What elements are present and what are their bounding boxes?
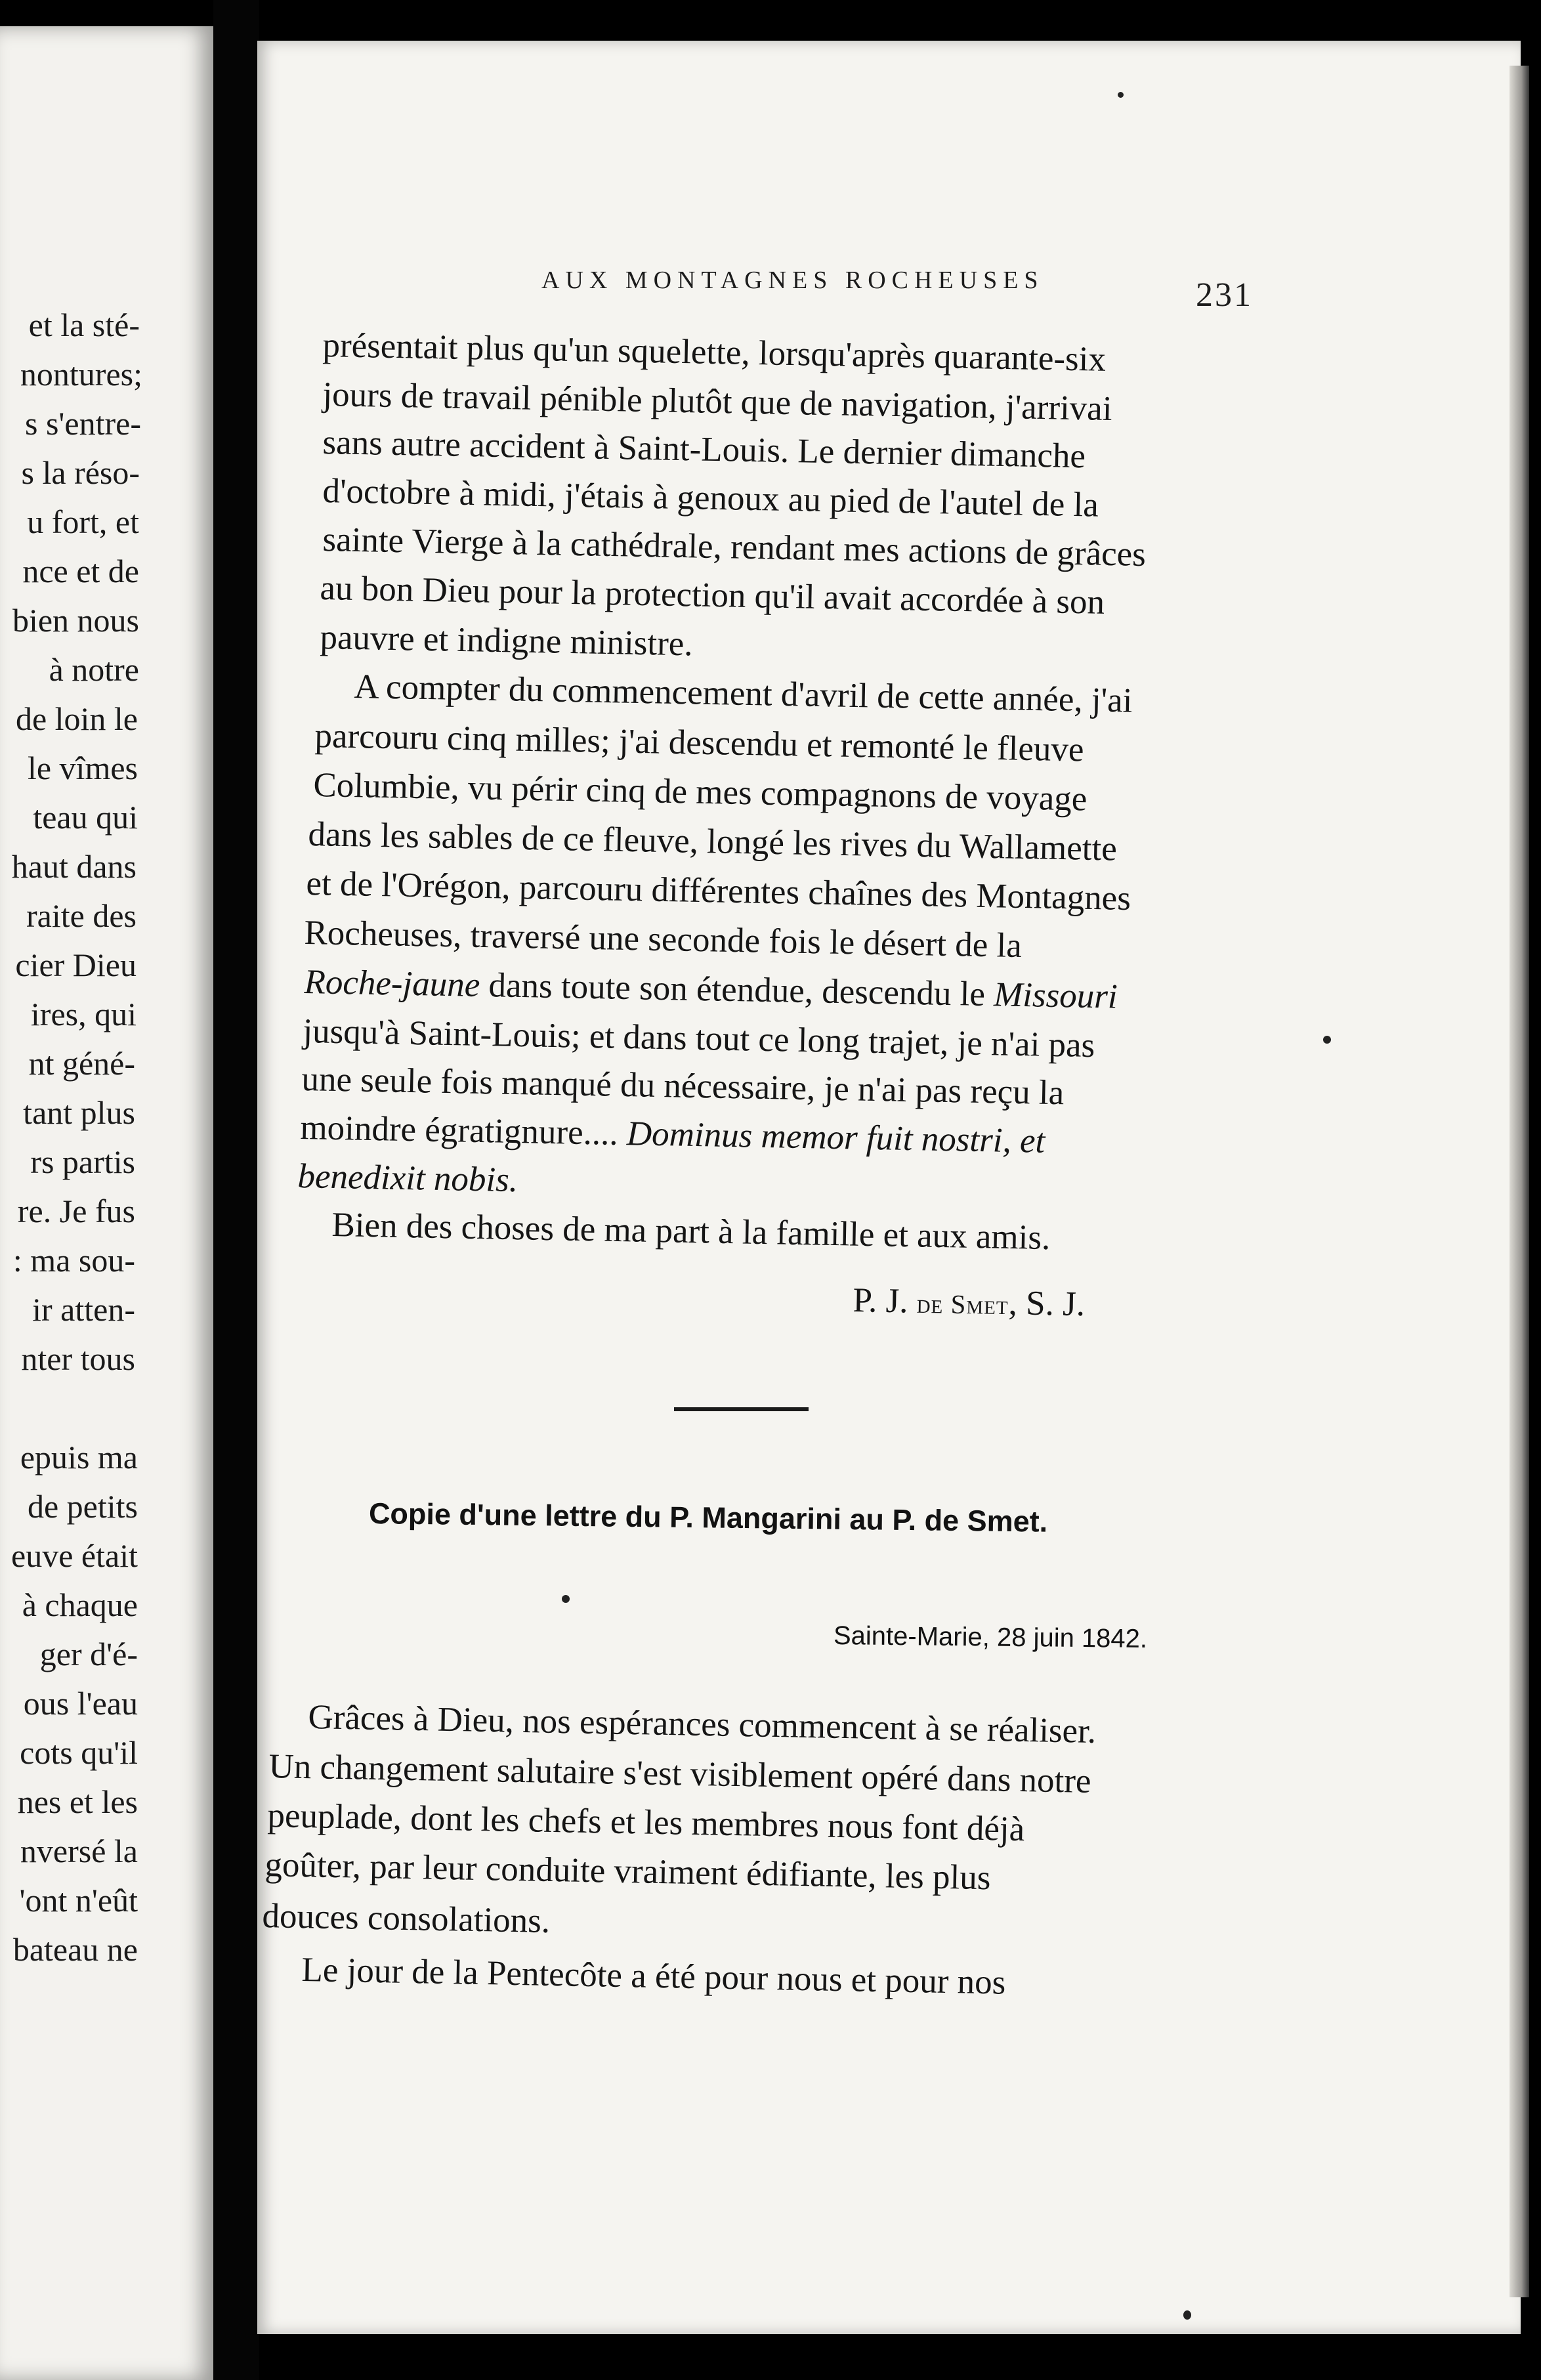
left-page-line: nontures; xyxy=(20,356,142,393)
text-segment: sainte Vierge à la cathédrale, rendant mes actions de grâces xyxy=(322,521,1147,574)
letter-line: douces consolations. xyxy=(261,1897,551,1941)
left-page-line: tant plus xyxy=(23,1094,135,1131)
left-page-line: teau qui xyxy=(33,799,138,836)
left-page-line: ir atten- xyxy=(32,1291,135,1328)
left-facing-page xyxy=(0,26,213,2380)
left-page-line: nversé la xyxy=(20,1833,138,1869)
text-segment: dans les sables de ce fleuve, longé les rives du Wallamette xyxy=(307,815,1118,868)
signature-name: de Smet xyxy=(916,1288,1009,1321)
scan-speck xyxy=(1118,92,1124,98)
text-segment: A compter du commencement d'avril de cette année, j'ai xyxy=(353,668,1133,720)
letter-line: goûter, par leur conduite vraiment édifiante, les plus xyxy=(264,1846,991,1898)
left-page-line: haut dans xyxy=(11,848,137,885)
text-segment: Rocheuses, traversé une seconde fois le désert de la xyxy=(303,914,1023,966)
left-page-line: raite des xyxy=(26,897,137,934)
letter-line: Grâces à Dieu, nos espérances commencent à se réaliser. xyxy=(307,1698,1097,1751)
left-page-line: nt géné- xyxy=(28,1045,135,1082)
left-page-line: s s'entre- xyxy=(24,405,141,442)
left-page-line: et la sté- xyxy=(28,307,140,343)
text-segment: jusqu'à Saint-Louis; et dans tout ce long trajet, je n'ai pas xyxy=(302,1012,1095,1065)
left-page-line: epuis ma xyxy=(20,1439,138,1476)
italic-text-segment: Roche-jaune xyxy=(303,963,480,1004)
left-page-line: de petits xyxy=(27,1488,138,1525)
book-gutter xyxy=(213,0,259,2380)
signature xyxy=(853,1283,1085,1322)
page-number: 231 xyxy=(1196,276,1253,314)
scan-speck xyxy=(1323,1036,1331,1044)
left-page-line: bien nous xyxy=(12,602,139,639)
left-page-line: euve était xyxy=(11,1537,138,1574)
text-segment: d'octobre à midi, j'étais à genoux au pied de l'autel de la xyxy=(322,472,1099,524)
left-page-line: cier Dieu xyxy=(15,946,137,983)
running-head: AUX MONTAGNES ROCHEUSES xyxy=(541,266,1044,294)
letter-dateline: Sainte-Marie, 28 juin 1842. xyxy=(833,1621,1148,1654)
left-page-line: cots qu'il xyxy=(20,1734,138,1771)
italic-text-segment: Missouri xyxy=(993,975,1118,1016)
left-page-line: nter tous xyxy=(21,1340,135,1377)
italic-text-segment: Dominus memor fuit nostri, et xyxy=(626,1115,1045,1160)
left-page-line: à notre xyxy=(49,651,139,688)
body-line xyxy=(320,620,693,662)
letter-line: Un changement salutaire s'est visiblement opéré dans notre xyxy=(268,1747,1092,1800)
left-page-line: : ma sou- xyxy=(12,1242,135,1279)
section-divider xyxy=(674,1407,809,1411)
left-page-line: de loin le xyxy=(15,700,138,737)
signature-prefix: P. J. xyxy=(853,1281,918,1321)
signature-suffix: , S. J. xyxy=(1008,1284,1086,1324)
scan-speck xyxy=(1183,2310,1191,2320)
text-segment: Columbie, vu périr cinq de mes compagnons de voyage xyxy=(312,766,1087,818)
left-page-line: à chaque xyxy=(22,1586,138,1623)
text-segment: présentait plus qu'un squelette, lorsqu'après quarante-six xyxy=(322,326,1107,379)
letter-line: peuplade, dont les chefs et les membres nous font déjà xyxy=(266,1796,1025,1849)
left-page-line: ger d'é- xyxy=(39,1636,138,1672)
left-page-line: ires, qui xyxy=(30,996,137,1032)
text-segment: Bien des choses de ma part à la famille et aux amis. xyxy=(331,1206,1051,1258)
text-segment: pauvre et indigne ministre. xyxy=(319,618,694,664)
text-segment: au bon Dieu pour la protection qu'il avait accordée à son xyxy=(319,569,1105,622)
text-segment: sans autre accident à Saint-Louis. Le dernier dimanche xyxy=(322,423,1086,476)
left-page-line: 'ont n'eût xyxy=(19,1882,138,1919)
left-page-line: bateau ne xyxy=(12,1931,138,1968)
text-segment: moindre égratignure.... xyxy=(299,1109,627,1153)
left-page-line: le vîmes xyxy=(27,750,138,786)
left-page-line: u fort, et xyxy=(27,503,139,540)
left-page-line: nes et les xyxy=(17,1783,138,1820)
body-line xyxy=(297,1159,518,1198)
left-page-line: nce et de xyxy=(22,553,139,589)
left-page-line: re. Je fus xyxy=(17,1193,135,1229)
left-page-line: s la réso- xyxy=(21,454,140,491)
italic-text-segment: benedixit nobis. xyxy=(297,1157,518,1200)
left-page-line: ous l'eau xyxy=(23,1685,138,1722)
letter-heading: Copie d'une lettre du P. Mangarini au P. de Smet. xyxy=(368,1497,1048,1539)
text-segment: une seule fois manqué du nécessaire, je n'ai pas reçu la xyxy=(301,1060,1065,1113)
text-segment: et de l'Orégon, parcouru différentes chaînes des Montagnes xyxy=(305,864,1131,918)
page-edge xyxy=(1509,66,1529,2297)
left-page-line: rs partis xyxy=(30,1143,135,1180)
scan-speck xyxy=(562,1595,570,1603)
text-segment: jours de travail pénible plutôt que de navigation, j'arrivai xyxy=(322,375,1113,429)
letter-line: Le jour de la Pentecôte a été pour nous et pour nos xyxy=(301,1951,1006,2002)
text-segment: dans toute son étendue, descendu le xyxy=(479,966,994,1014)
text-segment: parcouru cinq milles; j'ai descendu et remonté le fleuve xyxy=(314,717,1085,769)
